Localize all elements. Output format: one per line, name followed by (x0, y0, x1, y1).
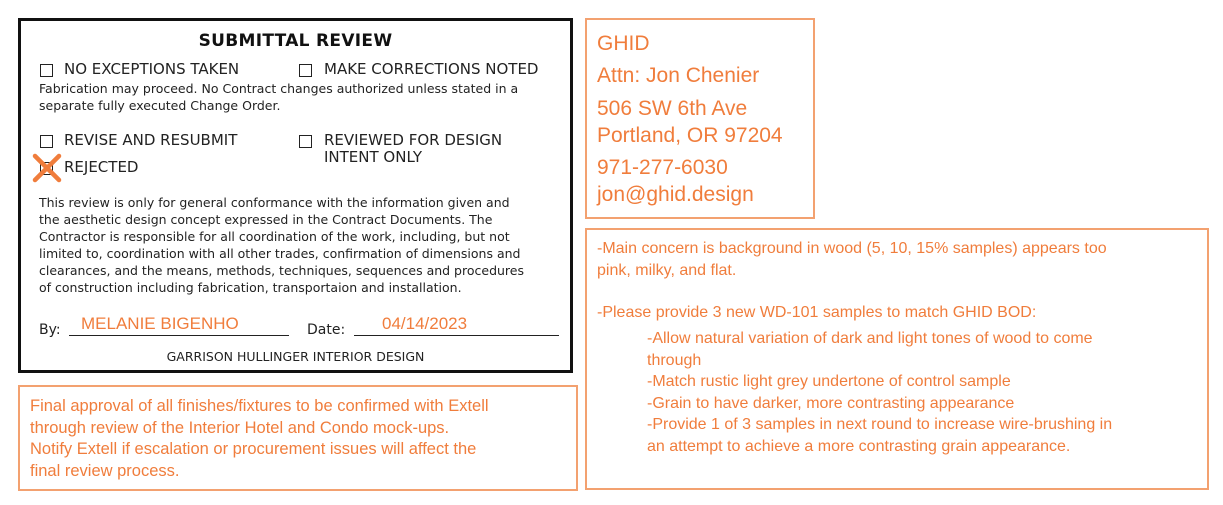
fabrication-note-line-2: separate fully executed Change Order. (39, 98, 281, 113)
date-label: Date: (307, 322, 346, 338)
disclaimer-line-6: of construction including fabrication, transportaion and installation. (39, 280, 462, 295)
stamp-title: SUBMITTAL REVIEW (198, 31, 393, 51)
disclaimer-line-2: the aesthetic design concept expressed in the Contract Documents. The (39, 212, 493, 227)
contact-box (585, 18, 815, 219)
reviewed-design-checkbox[interactable] (299, 135, 312, 148)
date-line (354, 335, 559, 336)
contact-street: 506 SW 6th Ave (597, 97, 748, 120)
request-item: -Grain to have darker, more contrasting appearance (647, 394, 1015, 412)
fabrication-note-line-1: Fabrication may proceed. No Contract changes authorized unless stated in a (39, 81, 519, 96)
approval-note-line-4: final review process. (30, 461, 180, 480)
review-date: 04/14/2023 (382, 314, 468, 333)
reviewed-design-label-line-2: INTENT ONLY (324, 148, 422, 166)
approval-note-line-3: Notify Extell if escalation or procurement issues will affect the (30, 440, 477, 458)
firm-name: GARRISON HULLINGER INTERIOR DESIGN (166, 349, 425, 364)
revise-resubmit-checkbox[interactable] (40, 135, 53, 148)
approval-note-box (18, 385, 578, 491)
request-item: -Match rustic light grey undertone of control sample (647, 373, 1011, 390)
checked-x-mark-icon (32, 153, 62, 183)
no-exceptions-label: NO EXCEPTIONS TAKEN (64, 60, 240, 78)
disclaimer-line-5: clearances, and the means, methods, techniques, sequences and procedures (39, 263, 524, 278)
disclaimer-line-3: Contractor is responsible for all coordination of the work, including, but not (39, 229, 510, 244)
contact-attn: Attn: Jon Chenier (597, 64, 760, 87)
review-comments-box (585, 228, 1209, 490)
rejected-label: REJECTED (64, 158, 139, 176)
disclaimer-line-4: limited to, coordination with all other trades, confirmation of dimensions and (39, 246, 521, 261)
approval-note-line-2: through review of the Interior Hotel and Condo mock-ups. (30, 418, 450, 437)
by-signature-line (69, 335, 289, 336)
no-exceptions-checkbox[interactable] (40, 64, 53, 77)
request-item: through (647, 351, 702, 369)
submittal-review-stamp (18, 18, 573, 373)
request-item: an attempt to achieve a more contrasting grain appearance. (647, 437, 1071, 455)
reviewer-name: MELANIE BIGENHO (81, 314, 239, 333)
request-item: -Provide 1 of 3 samples in next round to increase wire-brushing in (647, 416, 1113, 433)
contact-email[interactable]: jon@ghid.design (597, 183, 754, 206)
contact-city: Portland, OR 97204 (597, 124, 783, 147)
concern-line-2: pink, milky, and flat. (597, 262, 737, 279)
reviewed-design-label-line-1: REVIEWED FOR DESIGN (324, 131, 503, 149)
contact-phone: 971-277-6030 (597, 156, 728, 179)
disclaimer-line-1: This review is only for general conformance with the information given and (39, 195, 510, 210)
approval-note-line-1: Final approval of all finishes/fixtures to be confirmed with Extell (30, 397, 489, 415)
request-item: -Allow natural variation of dark and light tones of wood to come (647, 330, 1093, 347)
by-label: By: (39, 322, 61, 338)
contact-org: GHID (597, 32, 650, 55)
revise-resubmit-label: REVISE AND RESUBMIT (64, 131, 238, 149)
request-line: -Please provide 3 new WD-101 samples to match GHID BOD: (597, 304, 1037, 321)
concern-line-1: -Main concern is background in wood (5, 10, 15% samples) appears too (597, 240, 1107, 257)
make-corrections-checkbox[interactable] (299, 64, 312, 77)
make-corrections-label: MAKE CORRECTIONS NOTED (324, 60, 539, 78)
